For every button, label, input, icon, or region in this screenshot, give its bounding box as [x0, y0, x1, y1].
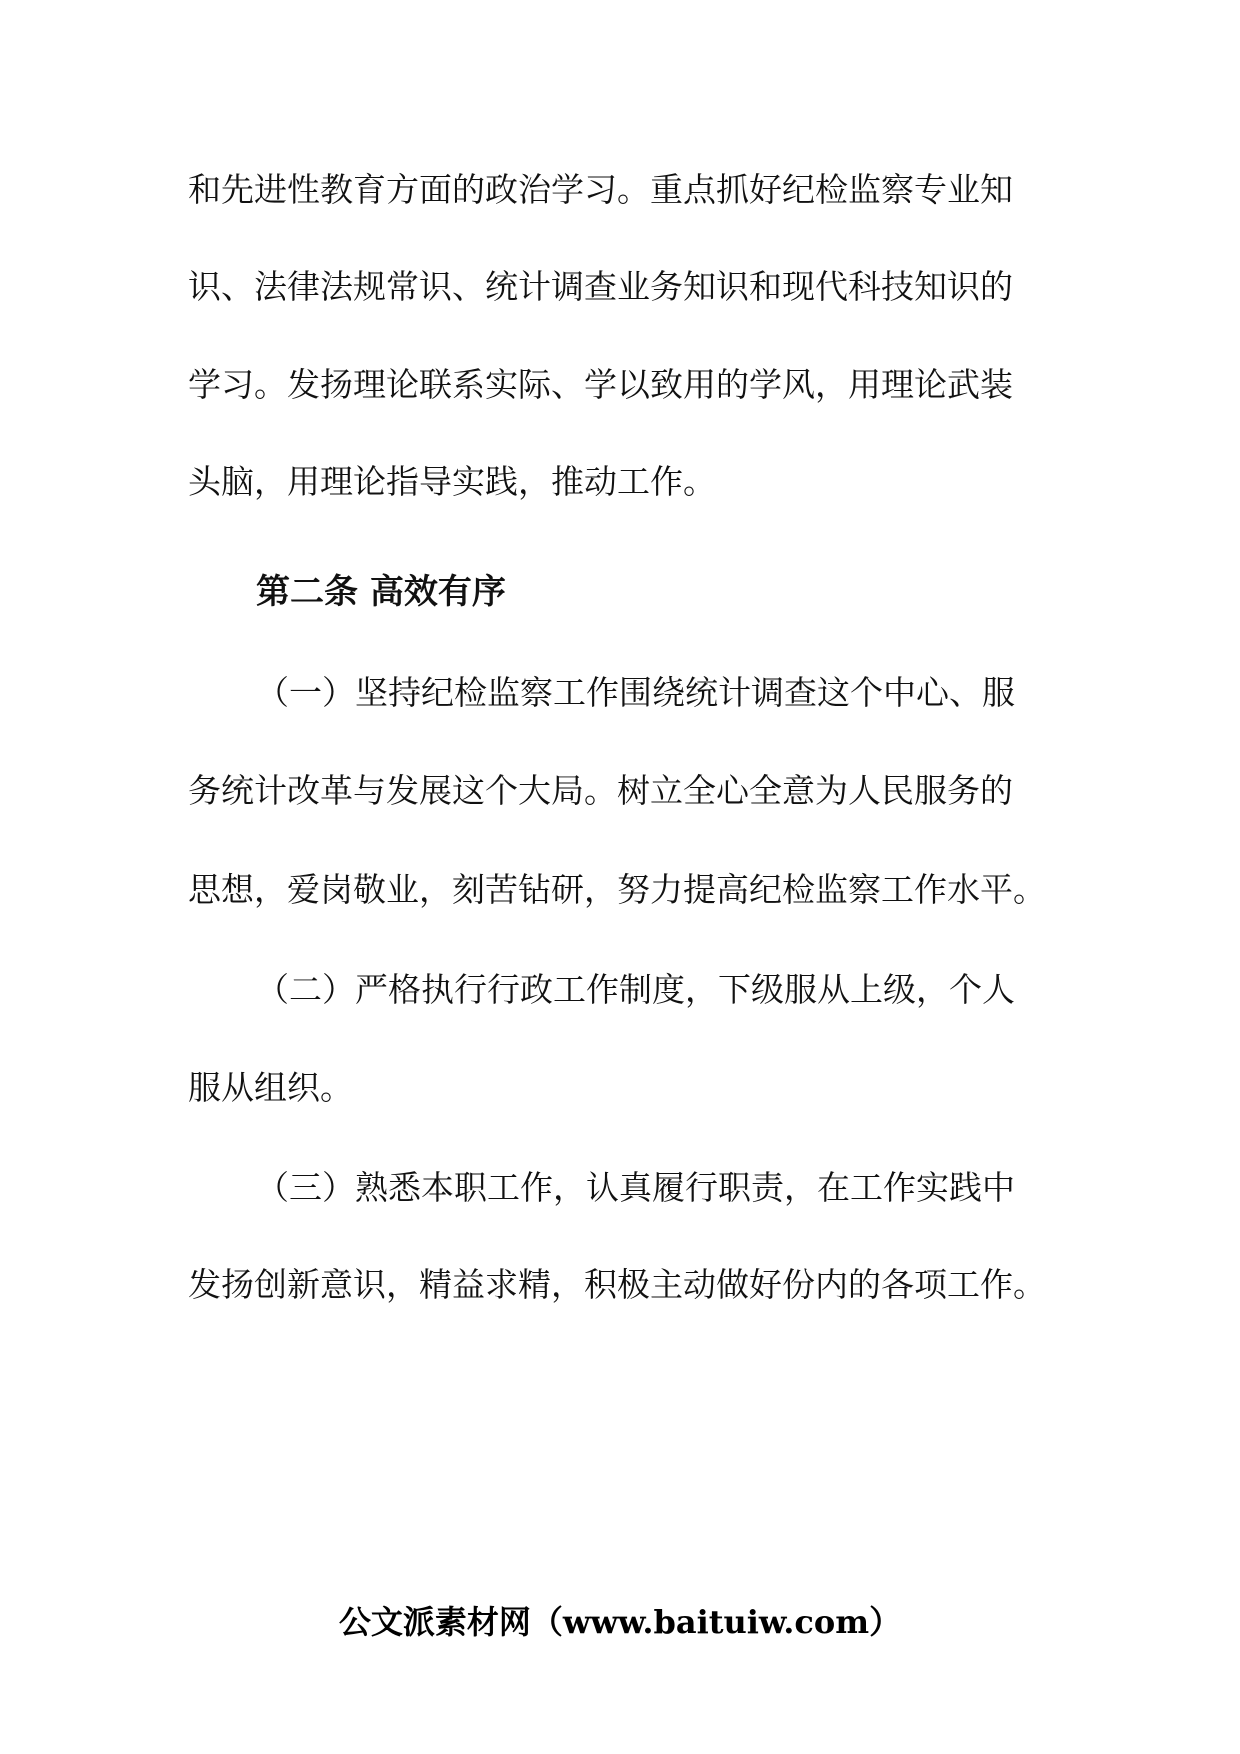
body-line: 发扬创新意识，精益求精，积极主动做好份内的各项工作。 — [188, 1265, 1046, 1304]
body-line: 务统计改革与发展这个大局。树立全心全意为人民服务的 — [188, 771, 1013, 810]
body-line: 头脑，用理论指导实践，推动工作。 — [188, 462, 716, 501]
body-line: 服从组织。 — [188, 1068, 353, 1107]
paragraph-first-line: （三）熟悉本职工作，认真履行职责，在工作实践中 — [256, 1168, 1015, 1207]
body-line: 识、法律法规常识、统计调查业务知识和现代科技知识的 — [188, 267, 1013, 306]
paragraph-first-line: （二）严格执行行政工作制度，下级服从上级，个人 — [256, 970, 1015, 1009]
body-line: 学习。发扬理论联系实际、学以致用的学风，用理论武装 — [188, 365, 1013, 404]
section-heading: 第二条 高效有序 — [256, 572, 506, 612]
paragraph-first-line: （一）坚持纪检监察工作围绕统计调查这个中心、服 — [256, 673, 1015, 712]
body-line: 思想，爱岗敬业，刻苦钻研，努力提高纪检监察工作水平。 — [188, 870, 1046, 909]
body-line: 和先进性教育方面的政治学习。重点抓好纪检监察专业知 — [188, 170, 1013, 209]
footer-source: 公文派素材网（www.baituiw.com） — [338, 1603, 902, 1641]
